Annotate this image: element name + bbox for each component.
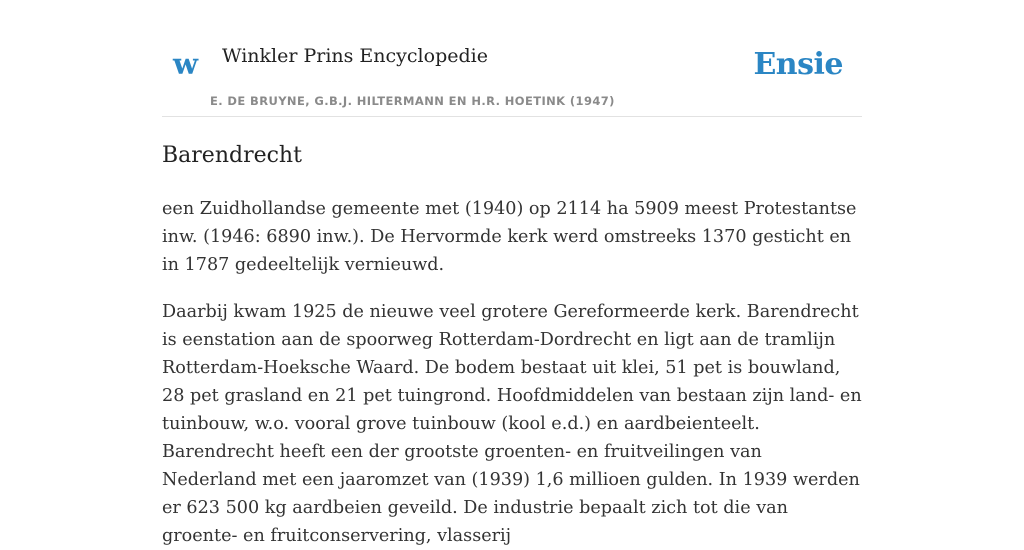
publication-authors: E. DE BRUYNE, G.B.J. HILTERMANN EN H.R. HOETINK (1947): [210, 94, 615, 108]
article-title: Barendrecht: [162, 143, 302, 168]
article-paragraph: Daarbij kwam 1925 de nieuwe veel grotere Gereformeerde kerk. Barendrecht is eenstation aan de spoorweg Rotterdam-Dordrecht en ligt aan de tramlijn Rotterdam-Hoeksche Waard. De bodem bestaat uit klei, 51 pet is bouwland, 28 pet grasland en 21 pet tuingrond. Hoofdmiddelen van bestaan zijn land- en tuinbouw, w.o. vooral grove tuinbouw (kool e.d.) en aardbeienteelt. Barendrecht heeft een der grootste groenten- en fruitveilingen van Nederland met een jaaromzet van (1939) 1,6 millioen gulden. In 1939 werden er 623 500 kg aardbeien geveild. De industrie bepaalt zich tot die van groente- en fruitconservering, vlasserij: [162, 302, 862, 547]
publication-title[interactable]: Winkler Prins Encyclopedie: [222, 45, 488, 67]
page-content: [162, 0, 862, 550]
publication-header: [162, 0, 862, 117]
article-paragraph: een Zuidhollandse gemeente met (1940) op 2114 ha 5909 meest Protestantse inw. (1946: 6890 inw.). De Hervormde kerk werd omstreeks 1370 gesticht en in 1787 gedeeltelijk vernieuwd.: [162, 199, 857, 276]
publication-logo-icon[interactable]: w: [173, 47, 198, 81]
ensie-logo[interactable]: Ensie: [753, 47, 843, 82]
